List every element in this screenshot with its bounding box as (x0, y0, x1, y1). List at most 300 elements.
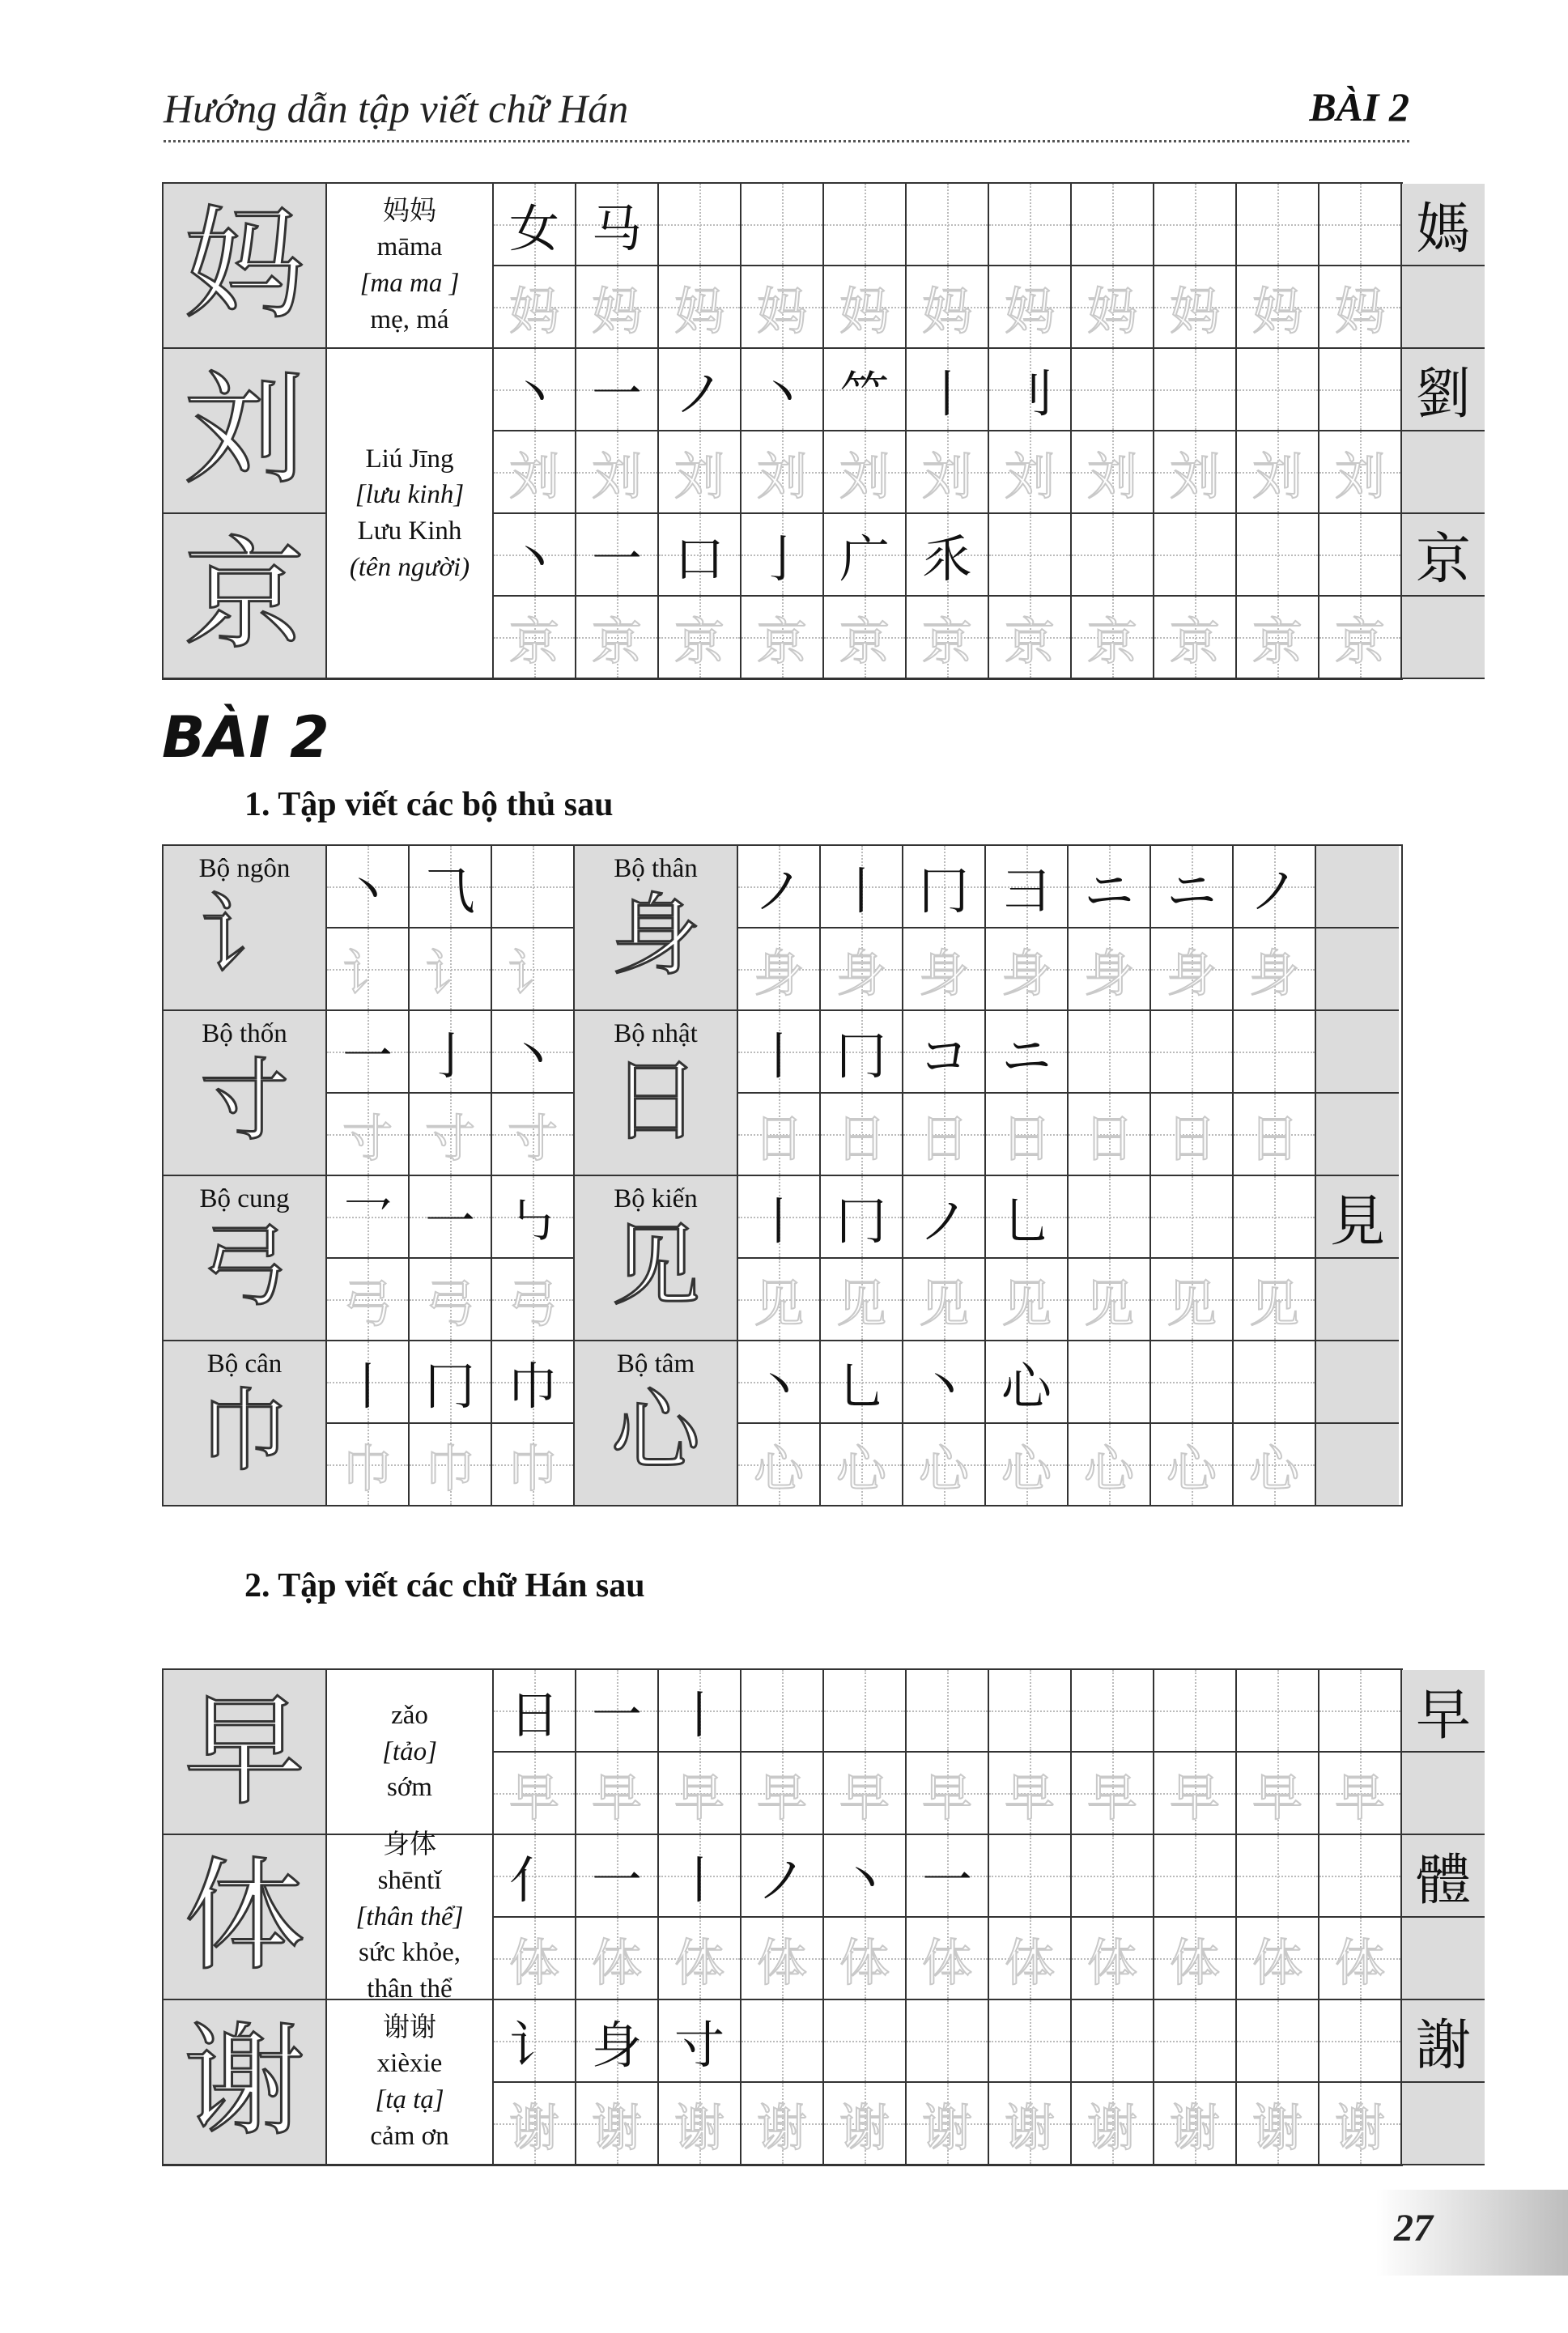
tracing-cell-glyph: 寸 (507, 1108, 558, 1168)
stroke-order-cell (742, 514, 824, 597)
stroke-order-cell (576, 1835, 659, 1918)
tracing-cell (1151, 1094, 1234, 1176)
traditional-character-cell: 體 (1402, 1835, 1485, 1918)
traditional-character-cell (1316, 1011, 1399, 1094)
stroke-order-cell (1319, 184, 1402, 266)
character-info (327, 1829, 494, 2004)
tracing-cell-glyph: 早 (1086, 1767, 1137, 1827)
radical-box (575, 1011, 738, 1176)
info-line: [lưu kinh] (355, 480, 465, 510)
stroke-order-cell-glyph: 身 (591, 2015, 642, 2075)
tracing-cell-glyph: 妈 (1251, 281, 1302, 341)
tracing-cell-glyph: 身 (1166, 943, 1217, 1003)
tracing-cell (1237, 2083, 1319, 2165)
tracing-cell-glyph: 弓 (507, 1273, 558, 1333)
tracing-cell (410, 1424, 492, 1506)
tracing-cell-glyph: 身 (918, 943, 969, 1003)
tracing-cell-glyph: 体 (1086, 1932, 1137, 1992)
stroke-order-cell (989, 349, 1072, 431)
radical-name: Bộ cung (199, 1184, 290, 1213)
tracing-cell (1319, 1918, 1402, 2000)
tracing-cell (1151, 1259, 1234, 1341)
stroke-order-cell-glyph: ノ (753, 861, 804, 920)
stroke-order-cell (1154, 1835, 1237, 1918)
header-divider (164, 140, 1409, 142)
stroke-order-cell (738, 1176, 821, 1259)
tracing-cell-glyph: 讠 (342, 943, 393, 1003)
tracing-cell-glyph: 早 (839, 1767, 890, 1827)
tracing-cell (907, 1918, 989, 2000)
tracing-cell-glyph: 早 (1334, 1767, 1385, 1827)
traditional-character-cell (1402, 266, 1485, 349)
tracing-cell-glyph: 早 (756, 1767, 807, 1827)
tracing-cell (1154, 597, 1237, 679)
stroke-order-cell-glyph: 寸 (674, 2015, 725, 2075)
tracing-cell (492, 929, 575, 1011)
stroke-order-cell-glyph: ノ (1248, 861, 1299, 920)
info-line: māma (376, 232, 443, 262)
tracing-cell-glyph: 谢 (756, 2097, 807, 2157)
stroke-order-cell-glyph: ㇉ (507, 1191, 558, 1251)
stroke-order-cell (824, 184, 907, 266)
tracing-cell-glyph: 体 (921, 1932, 972, 1992)
stroke-order-cell (907, 349, 989, 431)
tracing-cell-glyph: 体 (1004, 1932, 1055, 1992)
tracing-cell (410, 1094, 492, 1176)
stroke-order-cell (824, 1670, 907, 1753)
stroke-order-cell (1237, 184, 1319, 266)
stroke-order-cell (1319, 1670, 1402, 1753)
tracing-cell (327, 1094, 410, 1176)
stroke-order-cell-glyph: ニ (1083, 861, 1134, 920)
tracing-cell-glyph: 体 (839, 1932, 890, 1992)
tracing-cell-glyph: 妈 (674, 281, 725, 341)
tracing-cell-glyph: 心 (835, 1438, 886, 1498)
tracing-cell (738, 1094, 821, 1176)
stroke-order-cell (1072, 1670, 1154, 1753)
stroke-order-cell (738, 1011, 821, 1094)
radical-character: 弓 (200, 1214, 289, 1318)
stroke-order-cell (1072, 349, 1154, 431)
tracing-cell-glyph: 京 (839, 611, 890, 671)
tracing-cell (907, 266, 989, 349)
stroke-order-cell (1319, 2000, 1402, 2083)
stroke-order-cell-glyph: 丨 (674, 1685, 725, 1744)
stroke-order-cell (1151, 846, 1234, 929)
stroke-order-cell-glyph: 丶 (507, 1026, 558, 1086)
info-line: shēntǐ (377, 1866, 442, 1896)
tracing-cell (1072, 1753, 1154, 1835)
character-info-shared (327, 349, 494, 679)
tracing-cell-glyph: 讠 (424, 943, 475, 1003)
radical-box (164, 1011, 327, 1176)
traditional-character-cell (1316, 929, 1399, 1011)
tracing-cell-glyph: 弓 (424, 1273, 475, 1333)
tracing-cell-glyph: 刘 (839, 446, 890, 506)
stroke-order-cell (1234, 846, 1316, 929)
tracing-cell (986, 1094, 1069, 1176)
tracing-cell-glyph: 谢 (674, 2097, 725, 2157)
info-line: 谢谢 (383, 2012, 436, 2042)
character-info (327, 2000, 494, 2165)
stroke-order-cell (989, 1835, 1072, 1918)
tracing-cell (492, 1094, 575, 1176)
stroke-order-cell (410, 1176, 492, 1259)
traditional-character-cell: 見 (1316, 1176, 1399, 1259)
stroke-order-cell (410, 1011, 492, 1094)
tracing-cell (824, 1753, 907, 1835)
stroke-order-cell (903, 1341, 986, 1424)
tracing-cell-glyph: 日 (1248, 1108, 1299, 1168)
stroke-order-cell (410, 846, 492, 929)
stroke-order-cell (494, 1835, 576, 1918)
stroke-order-cell (1072, 2000, 1154, 2083)
stroke-order-cell (327, 1341, 410, 1424)
tracing-cell (1237, 266, 1319, 349)
info-line: thân thể (367, 1974, 453, 2004)
stroke-order-cell-glyph: 马 (591, 198, 642, 258)
tracing-cell-glyph: 刘 (1169, 446, 1220, 506)
tracing-cell (659, 1753, 742, 1835)
tracing-cell (821, 1259, 903, 1341)
tracing-cell (1072, 2083, 1154, 2165)
stroke-order-cell (494, 2000, 576, 2083)
stroke-order-cell-glyph: ニ (1001, 1026, 1052, 1086)
stroke-order-cell (824, 1835, 907, 1918)
tracing-cell-glyph: 谢 (1169, 2097, 1220, 2157)
tracing-cell-glyph: 谢 (1251, 2097, 1302, 2157)
tracing-cell-glyph: 妈 (1004, 281, 1055, 341)
tracing-cell-glyph: 弓 (342, 1273, 393, 1333)
tracing-cell-glyph: 心 (918, 1438, 969, 1498)
tracing-cell (903, 1259, 986, 1341)
stroke-order-cell (1319, 514, 1402, 597)
tracing-cell (1319, 2083, 1402, 2165)
character-info (327, 1670, 494, 1835)
stroke-order-cell (824, 514, 907, 597)
stroke-order-cell (1237, 514, 1319, 597)
tracing-cell (1237, 431, 1319, 514)
stroke-order-cell-glyph: 一 (591, 529, 642, 589)
tracing-cell-glyph: 谢 (508, 2097, 559, 2157)
tracing-cell-glyph: 刘 (1004, 446, 1055, 506)
tracing-cell-glyph: 早 (591, 1767, 642, 1827)
info-line: sức khỏe, (358, 1938, 461, 1968)
tracing-cell (576, 431, 659, 514)
stroke-order-cell (1151, 1341, 1234, 1424)
tracing-cell-glyph: 刘 (921, 446, 972, 506)
tracing-cell (903, 1424, 986, 1506)
tracing-cell-glyph: 京 (1251, 611, 1302, 671)
info-line: (tên người) (349, 552, 470, 582)
tracing-cell-glyph: 见 (835, 1273, 886, 1333)
radical-name: Bộ tâm (616, 1349, 695, 1379)
info-line: sớm (387, 1773, 432, 1803)
section1-title: 1. Tập viết các bộ thủ sau (244, 786, 614, 823)
big-character: 妈 (183, 195, 305, 336)
tracing-cell-glyph: 讠 (507, 943, 558, 1003)
stroke-order-cell (1069, 1011, 1151, 1094)
stroke-order-cell-glyph: 丶 (508, 363, 559, 423)
tracing-cell-glyph: 见 (1083, 1273, 1134, 1333)
stroke-order-cell (492, 1341, 575, 1424)
stroke-order-cell-glyph: 一 (591, 363, 642, 423)
stroke-order-cell-glyph: 乚 (835, 1356, 886, 1416)
tracing-cell-glyph: 谢 (921, 2097, 972, 2157)
header-title: Hướng dẫn tập viết chữ Hán (164, 86, 629, 131)
stroke-order-cell (1151, 1176, 1234, 1259)
stroke-order-cell (742, 349, 824, 431)
radical-box (575, 846, 738, 1011)
tracing-cell (824, 2083, 907, 2165)
lesson-title: BÀI 2 (162, 704, 329, 771)
stroke-order-cell-glyph: コ (918, 1026, 969, 1086)
big-character-box (164, 1835, 327, 2000)
tracing-cell (907, 1753, 989, 1835)
tracing-cell-glyph: 谢 (1086, 2097, 1137, 2157)
tracing-cell (824, 597, 907, 679)
tracing-cell (1072, 431, 1154, 514)
traditional-character-cell (1316, 1259, 1399, 1341)
info-line: xièxie (376, 2049, 443, 2079)
stroke-order-cell (989, 1670, 1072, 1753)
stroke-order-cell-glyph: 口 (674, 529, 725, 589)
stroke-order-cell (576, 2000, 659, 2083)
tracing-cell-glyph: 京 (921, 611, 972, 671)
tracing-cell-glyph: 心 (1166, 1438, 1217, 1498)
tracing-cell-glyph: 日 (1166, 1108, 1217, 1168)
stroke-order-cell (494, 184, 576, 266)
tracing-cell-glyph: 心 (1001, 1438, 1052, 1498)
stroke-order-cell (907, 514, 989, 597)
tracing-cell (659, 597, 742, 679)
tracing-cell-glyph: 日 (918, 1108, 969, 1168)
tracing-cell (907, 431, 989, 514)
stroke-order-cell (1237, 1835, 1319, 1918)
big-character-box (164, 349, 327, 514)
tracing-cell-glyph: 寸 (424, 1108, 475, 1168)
stroke-order-cell (1069, 1341, 1151, 1424)
tracing-cell (1154, 431, 1237, 514)
big-character-box (164, 514, 327, 679)
stroke-order-cell (1154, 2000, 1237, 2083)
stroke-order-cell (738, 1341, 821, 1424)
radical-character: 心 (611, 1379, 700, 1483)
tracing-cell-glyph: 京 (591, 611, 642, 671)
stroke-order-cell (742, 2000, 824, 2083)
radical-box (164, 1176, 327, 1341)
stroke-order-cell (659, 514, 742, 597)
tracing-cell-glyph: 刘 (756, 446, 807, 506)
stroke-order-cell (821, 1341, 903, 1424)
stroke-order-cell-glyph: 丨 (342, 1356, 393, 1416)
stroke-order-cell (903, 846, 986, 929)
tracing-cell-glyph: 见 (1166, 1273, 1217, 1333)
tracing-cell (1069, 1094, 1151, 1176)
tracing-cell-glyph: 京 (508, 611, 559, 671)
stroke-order-cell (576, 1670, 659, 1753)
stroke-order-cell-glyph: 亅 (424, 1026, 475, 1086)
stroke-order-cell-glyph: 冂 (835, 1191, 886, 1251)
info-line: 妈妈 (383, 196, 436, 226)
tracing-cell-glyph: 刘 (591, 446, 642, 506)
stroke-order-cell (492, 1011, 575, 1094)
stroke-order-cell-glyph: 丶 (342, 861, 393, 920)
tracing-cell (742, 2083, 824, 2165)
info-line: [ma ma ] (359, 269, 460, 298)
info-line: [tảo] (382, 1736, 437, 1766)
info-line: mẹ, má (370, 304, 449, 334)
tracing-cell-glyph: 谢 (1334, 2097, 1385, 2157)
tracing-cell-glyph: 京 (756, 611, 807, 671)
big-character: 京 (183, 525, 305, 666)
stroke-order-cell-glyph: 一 (591, 1685, 642, 1744)
traditional-character-cell: 劉 (1402, 349, 1485, 431)
tracing-cell (1072, 266, 1154, 349)
tracing-cell (1234, 1424, 1316, 1506)
tracing-cell-glyph: 刘 (1251, 446, 1302, 506)
tracing-cell (989, 597, 1072, 679)
tracing-cell (738, 1424, 821, 1506)
tracing-cell (903, 1094, 986, 1176)
stroke-order-cell-glyph: 彐 (1001, 861, 1052, 920)
stroke-order-cell (1154, 349, 1237, 431)
big-character-box (164, 1670, 327, 1835)
tracing-cell (576, 266, 659, 349)
radical-character: 身 (611, 884, 700, 988)
tracing-cell-glyph: 早 (1004, 1767, 1055, 1827)
radical-name: Bộ ngôn (198, 854, 291, 883)
radical-name: Bộ nhật (614, 1019, 698, 1048)
tracing-cell (1319, 431, 1402, 514)
tracing-cell (989, 1753, 1072, 1835)
tracing-cell-glyph: 京 (1169, 611, 1220, 671)
stroke-order-cell-glyph: 丶 (918, 1356, 969, 1416)
radical-character: 见 (611, 1214, 700, 1318)
tracing-cell-glyph: 妈 (508, 281, 559, 341)
stroke-order-cell-glyph: 丶 (753, 1356, 804, 1416)
tracing-cell (742, 266, 824, 349)
stroke-order-cell (576, 184, 659, 266)
stroke-order-cell (327, 846, 410, 929)
stroke-order-cell (986, 1176, 1069, 1259)
stroke-order-cell-glyph: 冂 (918, 861, 969, 920)
stroke-order-cell-glyph: 巾 (507, 1356, 558, 1416)
stroke-order-cell-glyph: 心 (1001, 1356, 1052, 1416)
stroke-order-cell (986, 1011, 1069, 1094)
tracing-cell-glyph: 巾 (507, 1438, 558, 1498)
tracing-cell (1154, 1918, 1237, 2000)
tracing-cell-glyph: 体 (508, 1932, 559, 1992)
tracing-cell-glyph: 体 (674, 1932, 725, 1992)
radical-name: Bộ kiến (614, 1184, 698, 1213)
stroke-order-cell (410, 1341, 492, 1424)
tracing-cell-glyph: 巾 (424, 1438, 475, 1498)
stroke-order-cell (989, 2000, 1072, 2083)
stroke-order-cell (907, 184, 989, 266)
tracing-cell-glyph: 妈 (1334, 281, 1385, 341)
tracing-cell-glyph: 日 (1083, 1108, 1134, 1168)
tracing-cell-glyph: 刘 (674, 446, 725, 506)
tracing-cell (1237, 597, 1319, 679)
traditional-character-cell: 謝 (1402, 2000, 1485, 2083)
stroke-order-cell (659, 1835, 742, 1918)
stroke-order-cell-glyph: 一 (424, 1191, 475, 1251)
stroke-order-cell (492, 846, 575, 929)
tracing-cell (659, 266, 742, 349)
radicals-practice-table (162, 844, 1403, 1506)
stroke-order-cell-glyph: 日 (508, 1685, 559, 1744)
tracing-cell-glyph: 早 (508, 1767, 559, 1827)
tracing-cell-glyph: 日 (835, 1108, 886, 1168)
tracing-cell-glyph: 妈 (591, 281, 642, 341)
stroke-order-cell (494, 1670, 576, 1753)
tracing-cell-glyph: 早 (921, 1767, 972, 1827)
stroke-order-cell (903, 1011, 986, 1094)
character-info (327, 184, 494, 349)
stroke-order-cell-glyph: ノ (756, 1850, 807, 1910)
big-character: 体 (183, 1846, 305, 1987)
stroke-order-cell (907, 2000, 989, 2083)
tracing-cell (821, 1094, 903, 1176)
tracing-cell (494, 2083, 576, 2165)
tracing-cell (576, 1918, 659, 2000)
tracing-cell (907, 2083, 989, 2165)
tracing-cell (821, 929, 903, 1011)
stroke-order-cell (1234, 1011, 1316, 1094)
stroke-order-cell (742, 1670, 824, 1753)
stroke-order-cell-glyph: 乚 (1001, 1191, 1052, 1251)
tracing-cell-glyph: 京 (674, 611, 725, 671)
tracing-cell-glyph: 刘 (1334, 446, 1385, 506)
stroke-order-cell (494, 349, 576, 431)
stroke-order-cell-glyph: 乛 (342, 1191, 393, 1251)
tracing-cell-glyph: 京 (1334, 611, 1385, 671)
traditional-character-cell (1402, 2083, 1485, 2165)
stroke-order-cell (659, 1670, 742, 1753)
radical-character: 日 (611, 1049, 700, 1153)
info-line: 身体 (383, 1829, 436, 1859)
stroke-order-cell (1234, 1176, 1316, 1259)
tracing-cell-glyph: 谢 (839, 2097, 890, 2157)
stroke-order-cell (824, 349, 907, 431)
stroke-order-cell (659, 184, 742, 266)
big-character: 刘 (183, 360, 305, 501)
stroke-order-cell-glyph: ⺄ (424, 861, 475, 920)
tracing-cell-glyph: 巾 (342, 1438, 393, 1498)
tracing-cell (1154, 1753, 1237, 1835)
stroke-order-cell (742, 184, 824, 266)
tracing-cell-glyph: 身 (1248, 943, 1299, 1003)
stroke-order-cell (1234, 1341, 1316, 1424)
tracing-cell (1151, 1424, 1234, 1506)
stroke-order-cell (907, 1835, 989, 1918)
stroke-order-cell (327, 1011, 410, 1094)
tracing-cell (1234, 1259, 1316, 1341)
traditional-character-cell (1316, 1424, 1399, 1506)
radical-name: Bộ thân (614, 854, 698, 883)
stroke-order-cell-glyph: 丨 (921, 363, 972, 423)
tracing-cell-glyph: 妈 (1086, 281, 1137, 341)
tracing-cell-glyph: 体 (1169, 1932, 1220, 1992)
stroke-order-cell (1154, 514, 1237, 597)
traditional-character-cell (1402, 597, 1485, 679)
stroke-order-cell-glyph: ノ (674, 363, 725, 423)
tracing-cell (1234, 1094, 1316, 1176)
tracing-cell-glyph: 见 (1001, 1273, 1052, 1333)
stroke-order-cell (742, 1835, 824, 1918)
tracing-cell-glyph: 谢 (591, 2097, 642, 2157)
